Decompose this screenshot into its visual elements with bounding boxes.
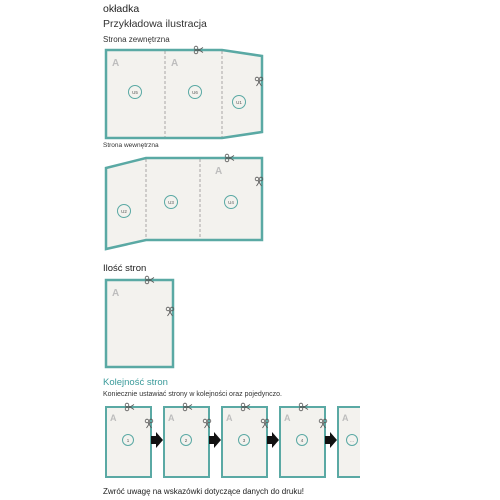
order-page <box>106 403 153 477</box>
inner-panel-1: U2 <box>121 209 127 214</box>
order-page-number: ... <box>350 438 354 443</box>
order-marker: A <box>342 413 349 423</box>
outer-panel-2: U6 <box>192 90 198 95</box>
single-page-diagram <box>106 276 174 367</box>
order-page <box>222 403 269 477</box>
order-page-number: 4 <box>300 438 304 443</box>
outer-marker-1: A <box>112 58 120 69</box>
inner-panel-3: U4 <box>228 200 234 205</box>
order-page <box>164 403 211 477</box>
outer-panel-1: U5 <box>132 90 138 95</box>
order-page <box>338 407 360 477</box>
outer-panel-3: U1 <box>236 100 242 105</box>
order-marker: A <box>168 413 175 423</box>
order-marker: A <box>110 413 117 423</box>
order-marker: A <box>226 413 233 423</box>
arrow-right-icon <box>151 432 163 448</box>
count-label: Ilość stron <box>103 263 147 274</box>
inner-cover-diagram <box>106 154 263 249</box>
arrow-right-icon <box>209 432 221 448</box>
inner-panel-2: U3 <box>168 200 174 205</box>
page-subtitle: Przykładowa ilustracja <box>103 18 207 30</box>
order-page-number: 1 <box>126 438 130 443</box>
page-title: okładka <box>103 3 140 15</box>
outer-cover-diagram <box>106 46 263 138</box>
order-label: Kolejność stron <box>103 377 168 388</box>
order-page <box>280 403 327 477</box>
inner-label: Strona wewnętrzna <box>103 142 159 149</box>
footer-note: Zwróć uwagę na wskazówki dotyczące danych do druku! <box>103 487 304 496</box>
order-row <box>106 403 360 477</box>
order-marker: A <box>284 413 291 423</box>
order-page-number: 2 <box>184 438 188 443</box>
order-note: Koniecznie ustawiać strony w kolejności oraz pojedynczo. <box>103 391 282 398</box>
outer-label: Strona zewnętrzna <box>103 35 170 44</box>
arrow-right-icon <box>325 432 337 448</box>
order-page-number: 3 <box>242 438 246 443</box>
outer-marker-2: A <box>171 58 179 69</box>
arrow-right-icon <box>267 432 279 448</box>
inner-marker: A <box>215 166 223 177</box>
count-marker: A <box>112 288 120 299</box>
